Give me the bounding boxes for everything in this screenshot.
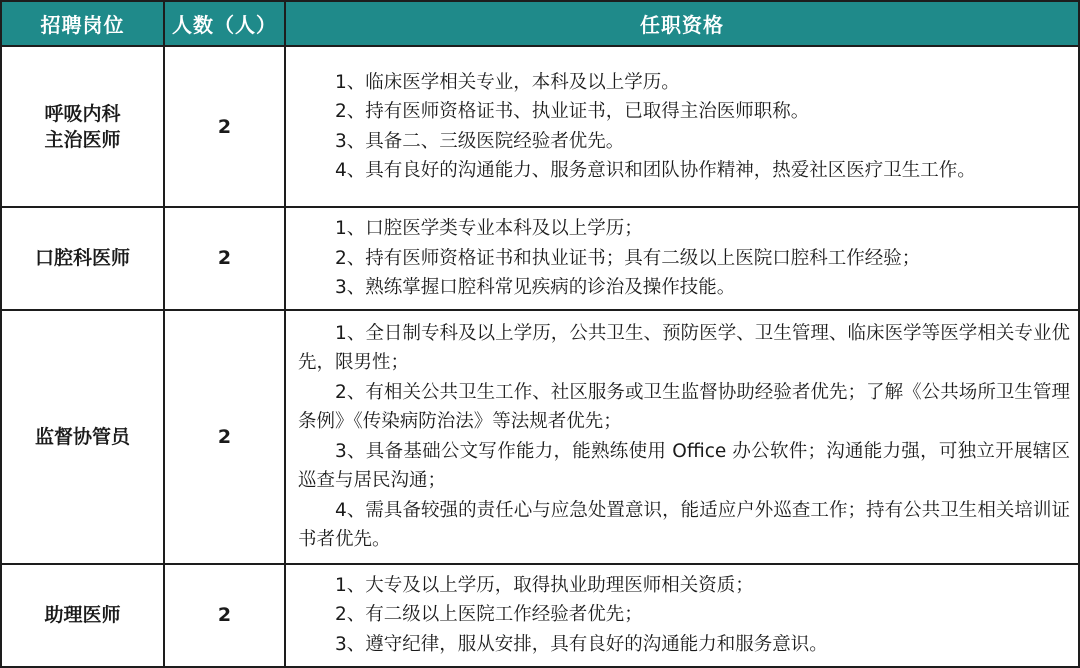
count-cell: 2 [164, 46, 285, 207]
position-name-line: 监督协管员 [34, 425, 130, 448]
requirements-cell [285, 310, 1079, 564]
position-cell [1, 207, 164, 310]
header-row [1, 1, 1079, 46]
requirement-item: 3、具备基础公文写作能力，能熟练使用 Office 办公软件；沟通能力强，可独立开展辖区巡查与居民沟通； [298, 440, 1070, 491]
position-cell [1, 310, 164, 564]
requirement-item: 3、熟练掌握口腔科常见疾病的诊治及操作技能。 [335, 277, 736, 298]
requirement-item: 1、临床医学相关专业，本科及以上学历。 [335, 71, 680, 93]
position-name-line: 呼吸内科 [44, 102, 121, 125]
requirement-item: 4、需具备较强的责任心与应急处置意识，能适应户外巡查工作；持有公共卫生相关培训证书者优先。 [298, 499, 1070, 550]
requirement-item: 2、有二级以上医院工作经验者优先； [335, 604, 643, 626]
table-row [1, 564, 1079, 667]
header-count: 人数（人） [164, 1, 285, 46]
requirement-item: 4、具有良好的沟通能力、服务意识和团队协作精神，热爱社区医疗卫生工作。 [335, 160, 976, 181]
requirement-item: 1、全日制专科及以上学历，公共卫生、预防医学、卫生管理、临床医学等医学相关专业优先，限男性； [298, 322, 1070, 373]
requirements-cell [285, 207, 1079, 310]
header-requirements: 任职资格 [285, 1, 1079, 46]
requirement-item: 3、具备二、三级医院经验者优先。 [335, 130, 625, 152]
requirements-cell [285, 564, 1079, 667]
count-cell: 2 [164, 310, 285, 564]
requirement-item: 2、持有医师资格证书、执业证书，已取得主治医师职称。 [335, 101, 810, 122]
table-row [1, 46, 1079, 207]
position-name-line: 口腔科医师 [34, 247, 130, 270]
table-row [1, 207, 1079, 310]
requirement-item: 2、有相关公共卫生工作、社区服务或卫生监督协助经验者优先；了解《公共场所卫生管理条例》《传染病防治法》等法规者优先； [298, 381, 1070, 432]
position-name-line: 助理医师 [44, 604, 121, 626]
header-position: 招聘岗位 [1, 1, 164, 46]
table-row [1, 310, 1079, 564]
count-cell: 2 [164, 564, 285, 667]
position-name-line: 主治医师 [44, 128, 121, 151]
requirement-item: 1、口腔医学类专业本科及以上学历； [335, 218, 643, 239]
count-cell: 2 [164, 207, 285, 310]
position-cell [1, 564, 164, 667]
position-cell [1, 46, 164, 207]
requirements-cell [285, 46, 1079, 207]
requirement-item: 3、遵守纪律，服从安排，具有良好的沟通能力和服务意识。 [335, 633, 828, 655]
requirement-item: 1、大专及以上学历，取得执业助理医师相关资质； [335, 574, 754, 596]
requirement-item: 2、持有医师资格证书和执业证书；具有二级以上医院口腔科工作经验； [335, 247, 921, 269]
